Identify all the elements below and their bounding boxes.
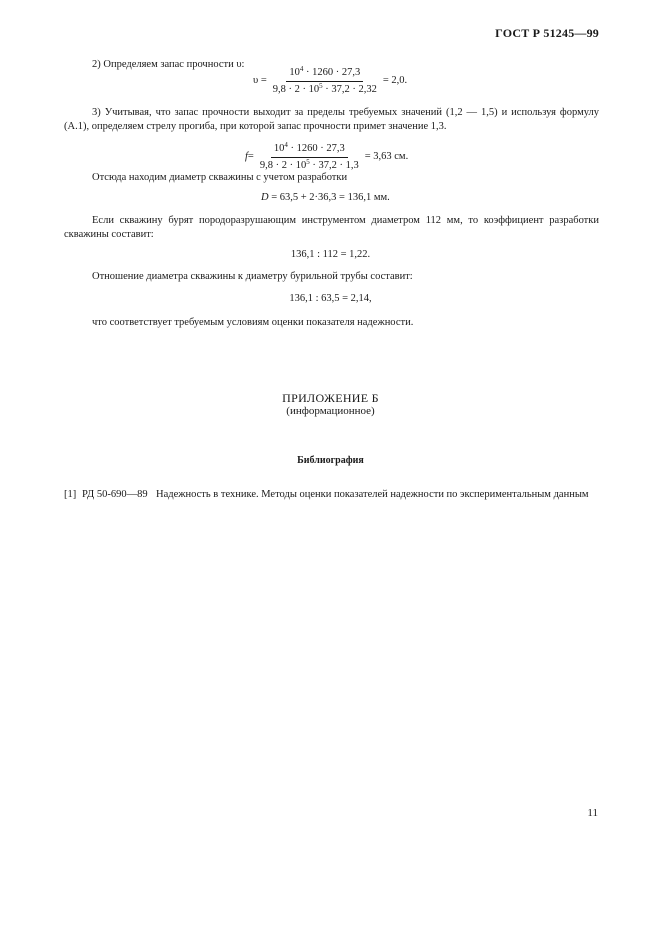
formula-lhs: υ =	[253, 75, 267, 87]
fraction-numerator: $10^4 \cdot 1260 \cdot 27,3$	[271, 142, 348, 158]
document-header: ГОСТ Р 51245—99	[495, 26, 599, 40]
appendix-subtitle: (информационное)	[286, 405, 375, 417]
formula-result: = 2,0.	[382, 75, 408, 87]
diameter-formula: D = 63,5 + 2·36,3 = 136,1 мм.	[261, 192, 390, 203]
conclusion-text: что соответствует требуемым условиям оценки показателя надежности.	[92, 317, 414, 328]
deflection-formula	[245, 142, 408, 172]
step2-text: 2) Определяем запас прочности υ:	[92, 59, 245, 70]
appendix-title: ПРИЛОЖЕНИЕ Б	[282, 391, 379, 405]
formula-result: = 3,63 см.	[364, 151, 409, 163]
bibliography-title: Надежность в технике. Методы оценки показателей надежности по экспериментальным данным	[156, 489, 589, 500]
formula-fraction	[257, 142, 362, 172]
drill-formula: 136,1 : 112 = 1,22.	[290, 249, 371, 260]
formula-var: f	[245, 151, 248, 163]
safety-margin-formula	[253, 66, 407, 96]
drill-text: Если скважину бурят породоразрушающим инструментом диаметром 112 мм, то коэффициент разработки скважины составит:	[64, 215, 599, 240]
ratio-text: Отношение диаметра скважины к диаметру бурильной трубы составит:	[92, 271, 413, 282]
fraction-denominator: $9,8 \cdot 2 \cdot 10^5 \cdot 37,2 \cdot 1,3$	[259, 157, 359, 171]
ratio-formula: 136,1 : 63,5 = 2,14,	[289, 293, 372, 304]
bibliography-code: РД 50-690—89	[82, 489, 148, 500]
bibliography-number: [1]	[64, 489, 77, 500]
diameter-text: Отсюда находим диаметр скважины с учетом разработки	[92, 172, 348, 183]
bibliography-entry	[64, 488, 599, 502]
step3-text: 3) Учитывая, что запас прочности выходит за пределы требуемых значений (1,2 — 1,5) и используя формулу (А.1), определяем стрелу прогиба, при которой запас прочности примет значение 1,3.	[64, 107, 599, 132]
bibliography-heading: Библиография	[297, 455, 364, 466]
formula-fraction	[270, 66, 380, 96]
fraction-denominator: $9,8 \cdot 2 \cdot 10^5 \cdot 37,2 \cdot 2,32$	[272, 81, 377, 95]
page-number: 11	[587, 807, 598, 819]
fraction-numerator: $10^4 \cdot 1260 \cdot 27,3$	[286, 66, 363, 82]
formula-eq: =	[247, 151, 254, 163]
